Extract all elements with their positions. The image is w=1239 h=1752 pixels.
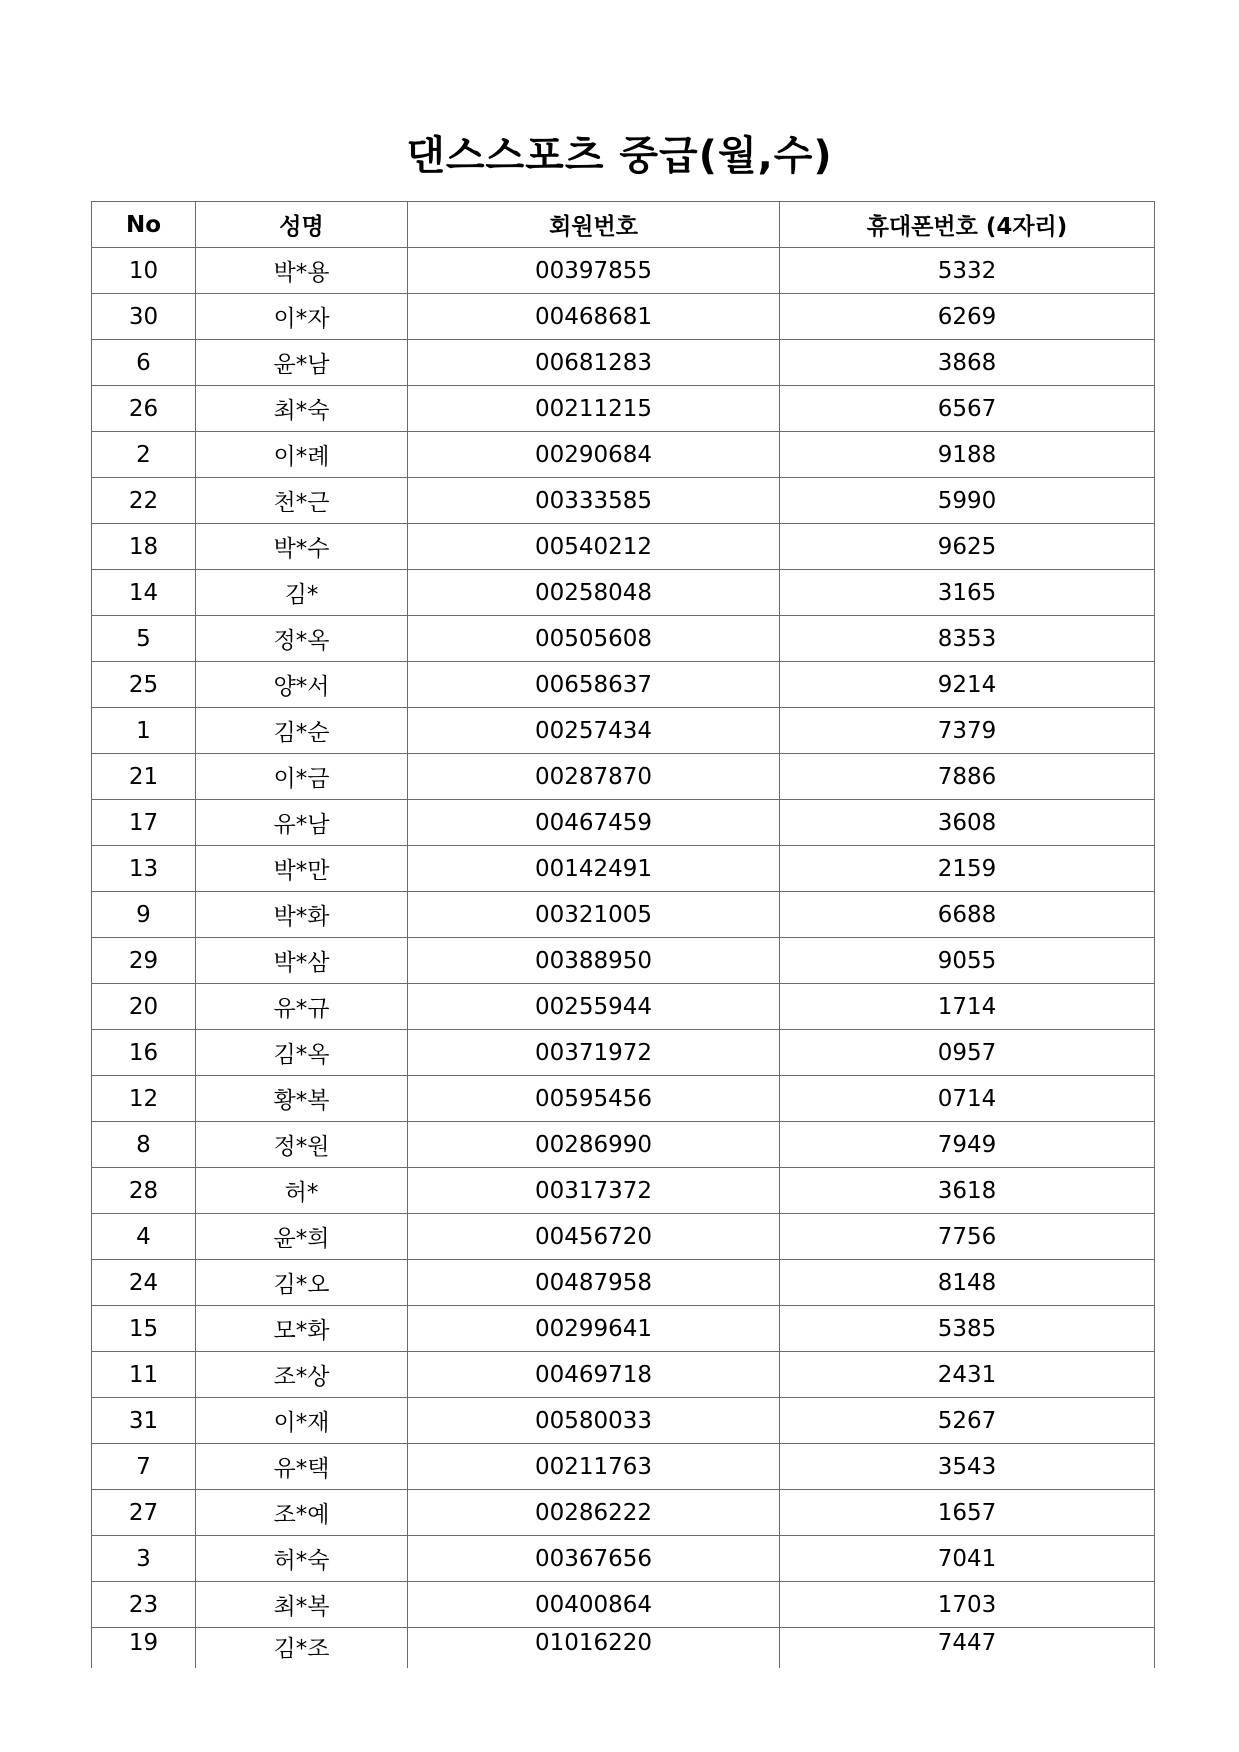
table-row [92,478,1155,524]
cell-no: 31 [92,1398,196,1444]
cell-member-number: 00400864 [408,1582,780,1628]
table-body [92,248,1155,1669]
cell-member-number: 00388950 [408,938,780,984]
cell-name: 윤*희 [196,1214,408,1260]
cell-name: 박*만 [196,846,408,892]
cell-no: 14 [92,570,196,616]
table-row [92,524,1155,570]
table-row [92,754,1155,800]
cell-phone: 2159 [780,846,1155,892]
cell-phone: 5332 [780,248,1155,294]
cell-phone: 5385 [780,1306,1155,1352]
table-row [92,1536,1155,1582]
cell-member-number: 00211763 [408,1444,780,1490]
cell-member-number: 00211215 [408,386,780,432]
cell-phone: 9214 [780,662,1155,708]
cell-phone: 0714 [780,1076,1155,1122]
table-row [92,892,1155,938]
cell-name: 윤*남 [196,340,408,386]
cell-no: 18 [92,524,196,570]
cell-name: 박*삼 [196,938,408,984]
cell-phone: 1714 [780,984,1155,1030]
cell-name: 이*자 [196,294,408,340]
cell-phone: 9625 [780,524,1155,570]
cell-no: 11 [92,1352,196,1398]
cell-member-number: 00317372 [408,1168,780,1214]
cell-name: 최*복 [196,1582,408,1628]
cell-no: 12 [92,1076,196,1122]
cell-phone: 3618 [780,1168,1155,1214]
cell-phone: 6269 [780,294,1155,340]
cell-phone: 5990 [780,478,1155,524]
cell-name: 박*용 [196,248,408,294]
cell-phone: 7949 [780,1122,1155,1168]
cell-name: 이*례 [196,432,408,478]
cell-member-number: 00142491 [408,846,780,892]
cell-phone: 2431 [780,1352,1155,1398]
cell-name: 유*택 [196,1444,408,1490]
cell-phone: 3868 [780,340,1155,386]
cell-member-number: 00580033 [408,1398,780,1444]
cell-name: 유*규 [196,984,408,1030]
cell-phone: 7041 [780,1536,1155,1582]
cell-name: 이*금 [196,754,408,800]
cell-name: 허* [196,1168,408,1214]
cell-member-number: 00468681 [408,294,780,340]
cell-member-number: 00469718 [408,1352,780,1398]
cell-phone: 6688 [780,892,1155,938]
cell-no: 10 [92,248,196,294]
cell-no: 19 [92,1628,196,1669]
cell-member-number: 00333585 [408,478,780,524]
cell-phone: 7379 [780,708,1155,754]
table-row [92,1076,1155,1122]
cell-member-number: 00467459 [408,800,780,846]
cell-name: 허*숙 [196,1536,408,1582]
cell-name: 김*오 [196,1260,408,1306]
cell-name: 김*순 [196,708,408,754]
cell-name: 유*남 [196,800,408,846]
table-row [92,662,1155,708]
cell-no: 7 [92,1444,196,1490]
cell-phone: 1657 [780,1490,1155,1536]
cell-no: 25 [92,662,196,708]
header-phone: 휴대폰번호 (4자리) [780,202,1155,248]
cell-no: 4 [92,1214,196,1260]
table-row [92,1352,1155,1398]
cell-name: 김*조 [196,1628,408,1669]
cell-member-number: 00397855 [408,248,780,294]
cell-no: 8 [92,1122,196,1168]
cell-member-number: 00681283 [408,340,780,386]
cell-no: 6 [92,340,196,386]
cell-name: 최*숙 [196,386,408,432]
cell-no: 26 [92,386,196,432]
cell-phone: 3165 [780,570,1155,616]
cell-no: 30 [92,294,196,340]
cell-name: 모*화 [196,1306,408,1352]
cell-phone: 8148 [780,1260,1155,1306]
cell-no: 9 [92,892,196,938]
table-row [92,846,1155,892]
cell-member-number: 00258048 [408,570,780,616]
table-row [92,1582,1155,1628]
table-row [92,1214,1155,1260]
cell-no: 16 [92,1030,196,1076]
cell-no: 27 [92,1490,196,1536]
cell-phone: 1703 [780,1582,1155,1628]
cell-member-number: 00257434 [408,708,780,754]
cell-name: 이*재 [196,1398,408,1444]
cell-phone: 7447 [780,1628,1155,1669]
cell-no: 24 [92,1260,196,1306]
cell-member-number: 00367656 [408,1536,780,1582]
table-row [92,1168,1155,1214]
cell-name: 박*수 [196,524,408,570]
cell-no: 23 [92,1582,196,1628]
cell-no: 5 [92,616,196,662]
table-row [92,386,1155,432]
cell-member-number: 00371972 [408,1030,780,1076]
cell-no: 15 [92,1306,196,1352]
table-row [92,570,1155,616]
table-row [92,1398,1155,1444]
table-row [92,1306,1155,1352]
table-row [92,432,1155,478]
header-no: No [92,202,196,248]
table-row [92,340,1155,386]
table-row [92,616,1155,662]
cell-phone: 9055 [780,938,1155,984]
cell-member-number: 00540212 [408,524,780,570]
cell-no: 22 [92,478,196,524]
cell-phone: 9188 [780,432,1155,478]
cell-no: 13 [92,846,196,892]
header-member-number: 회원번호 [408,202,780,248]
cell-no: 1 [92,708,196,754]
cell-member-number: 00287870 [408,754,780,800]
cell-member-number: 01016220 [408,1628,780,1669]
cell-no: 29 [92,938,196,984]
table-row [92,938,1155,984]
cell-member-number: 00290684 [408,432,780,478]
table-row [92,1122,1155,1168]
cell-name: 정*옥 [196,616,408,662]
cell-member-number: 00321005 [408,892,780,938]
cell-name: 조*상 [196,1352,408,1398]
cell-member-number: 00595456 [408,1076,780,1122]
table-row [92,1030,1155,1076]
cell-no: 21 [92,754,196,800]
cell-name: 박*화 [196,892,408,938]
cell-member-number: 00658637 [408,662,780,708]
cell-member-number: 00286990 [408,1122,780,1168]
cell-name: 김* [196,570,408,616]
table-row [92,984,1155,1030]
member-table [91,201,1155,1668]
cell-phone: 5267 [780,1398,1155,1444]
cell-phone: 8353 [780,616,1155,662]
cell-member-number: 00505608 [408,616,780,662]
table-row [92,294,1155,340]
cell-member-number: 00255944 [408,984,780,1030]
table-row [92,1490,1155,1536]
cell-phone: 0957 [780,1030,1155,1076]
cell-member-number: 00299641 [408,1306,780,1352]
cell-name: 천*근 [196,478,408,524]
cell-no: 2 [92,432,196,478]
table-row [92,1628,1155,1669]
cell-member-number: 00456720 [408,1214,780,1260]
cell-name: 정*원 [196,1122,408,1168]
table-row [92,800,1155,846]
cell-phone: 7756 [780,1214,1155,1260]
table-row [92,1444,1155,1490]
cell-phone: 3608 [780,800,1155,846]
header-name: 성명 [196,202,408,248]
cell-phone: 7886 [780,754,1155,800]
cell-name: 김*옥 [196,1030,408,1076]
cell-member-number: 00286222 [408,1490,780,1536]
cell-no: 28 [92,1168,196,1214]
cell-no: 17 [92,800,196,846]
cell-name: 조*예 [196,1490,408,1536]
cell-phone: 3543 [780,1444,1155,1490]
cell-name: 양*서 [196,662,408,708]
cell-no: 20 [92,984,196,1030]
table-row [92,1260,1155,1306]
table-row [92,248,1155,294]
cell-name: 황*복 [196,1076,408,1122]
cell-no: 3 [92,1536,196,1582]
page-title: 댄스스포츠 중급(월,수) [406,133,833,179]
cell-phone: 6567 [780,386,1155,432]
cell-member-number: 00487958 [408,1260,780,1306]
table-row [92,708,1155,754]
table-header-row [92,202,1155,248]
